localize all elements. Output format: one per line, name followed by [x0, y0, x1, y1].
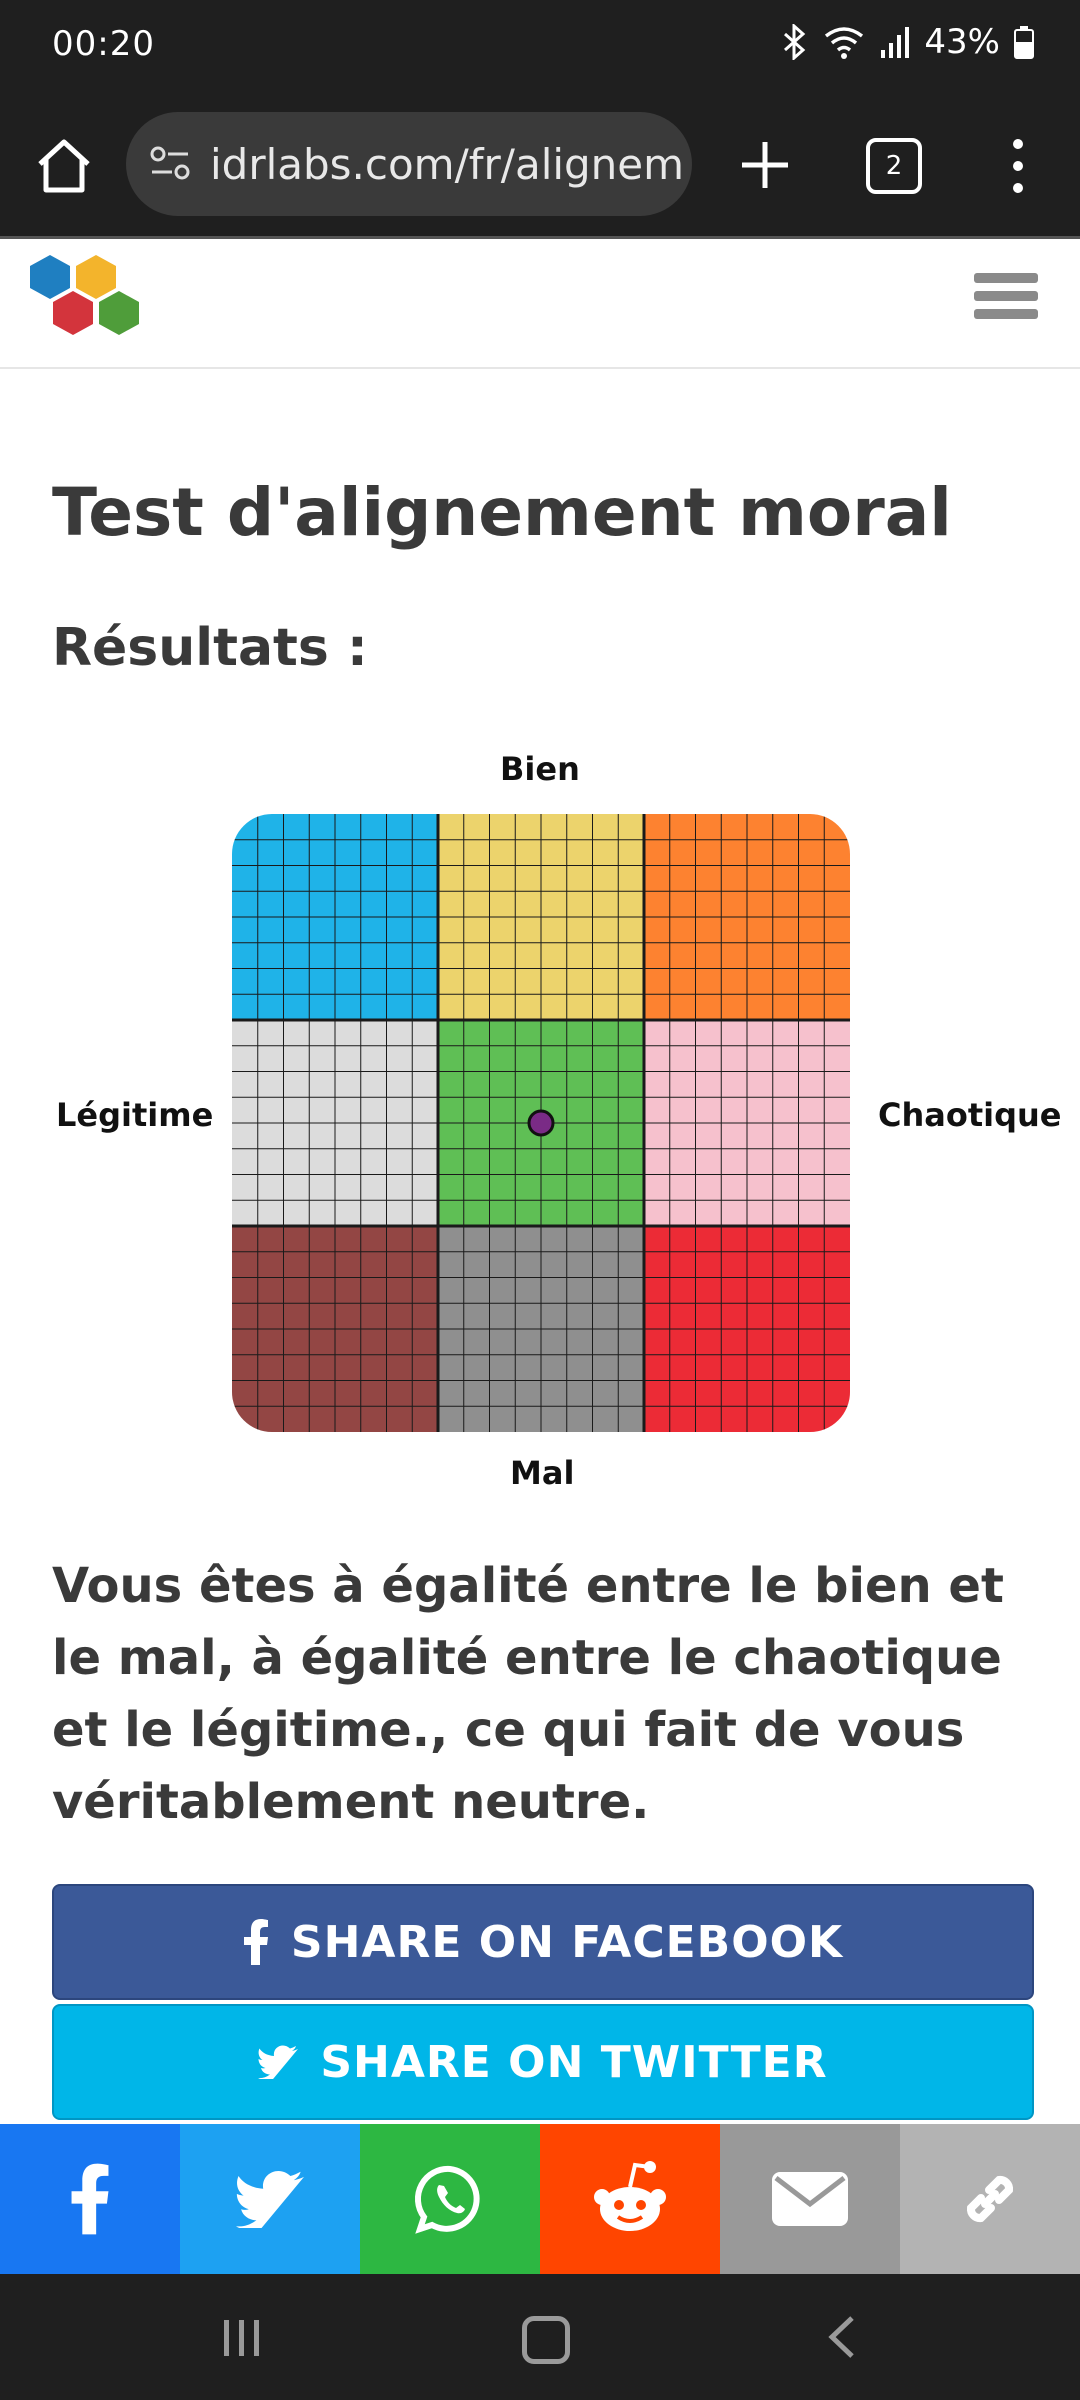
share-facebook-button[interactable] [52, 1884, 1034, 2000]
result-marker [529, 1111, 553, 1135]
facebook-icon [70, 2161, 110, 2237]
signal-icon [880, 24, 910, 60]
wifi-icon [822, 24, 866, 60]
system-nav-bar [0, 2274, 1080, 2400]
axis-label-left: Légitime [56, 1096, 214, 1134]
twitter-button-label: SHARE ON TWITTER [320, 2036, 828, 2088]
twitter-icon [236, 2170, 304, 2228]
address-bar[interactable] [126, 112, 692, 216]
results-heading: Résultats : [52, 618, 368, 678]
new-tab-icon[interactable] [730, 130, 800, 200]
battery-icon [1014, 25, 1034, 59]
share-copy-link[interactable] [900, 2124, 1080, 2274]
share-whatsapp[interactable] [360, 2124, 540, 2274]
share-facebook[interactable] [0, 2124, 180, 2274]
email-icon [770, 2170, 850, 2228]
url-text: idrlabs.com/fr/alignem [210, 140, 685, 189]
alignment-grid [0, 740, 1080, 1500]
alignment-chart [0, 740, 1080, 1500]
site-logo[interactable] [24, 253, 148, 353]
whatsapp-icon [414, 2163, 486, 2235]
status-time: 00:20 [52, 24, 155, 64]
share-twitter-button[interactable] [52, 2004, 1034, 2120]
axis-label-bottom: Mal [510, 1454, 575, 1492]
status-icons [782, 22, 1034, 62]
hamburger-menu-icon[interactable] [974, 273, 1038, 329]
status-bar [0, 0, 1080, 94]
facebook-button-label: SHARE ON FACEBOOK [290, 1916, 844, 1968]
result-description: Vous êtes à égalité entre le bien et le mal, à égalité entre le chaotique et le légitime., ce qui fait de vous véritablement neutre. [52, 1558, 1004, 1830]
share-reddit[interactable] [540, 2124, 720, 2274]
facebook-icon [243, 1919, 269, 1965]
sticky-share-bar [0, 2124, 1080, 2274]
bluetooth-icon [782, 24, 808, 60]
axis-label-top: Bien [500, 750, 580, 788]
share-email[interactable] [720, 2124, 900, 2274]
share-twitter[interactable] [180, 2124, 360, 2274]
browser-toolbar [0, 94, 1080, 236]
battery-percent: 43% [924, 22, 1000, 62]
reddit-icon [588, 2157, 672, 2241]
tab-switcher-button[interactable]: 2 [866, 138, 922, 194]
back-icon[interactable] [826, 2314, 856, 2360]
home-icon[interactable] [32, 134, 96, 198]
recent-apps-icon[interactable] [222, 2318, 262, 2358]
site-settings-icon[interactable] [148, 144, 192, 184]
link-icon [955, 2164, 1025, 2234]
more-options-icon[interactable] [996, 134, 1040, 198]
page-title: Test d'alignement moral [52, 474, 952, 551]
twitter-icon [258, 2045, 298, 2079]
site-header [0, 239, 1080, 369]
home-nav-icon[interactable] [522, 2316, 570, 2364]
axis-label-right: Chaotique [878, 1096, 1062, 1134]
